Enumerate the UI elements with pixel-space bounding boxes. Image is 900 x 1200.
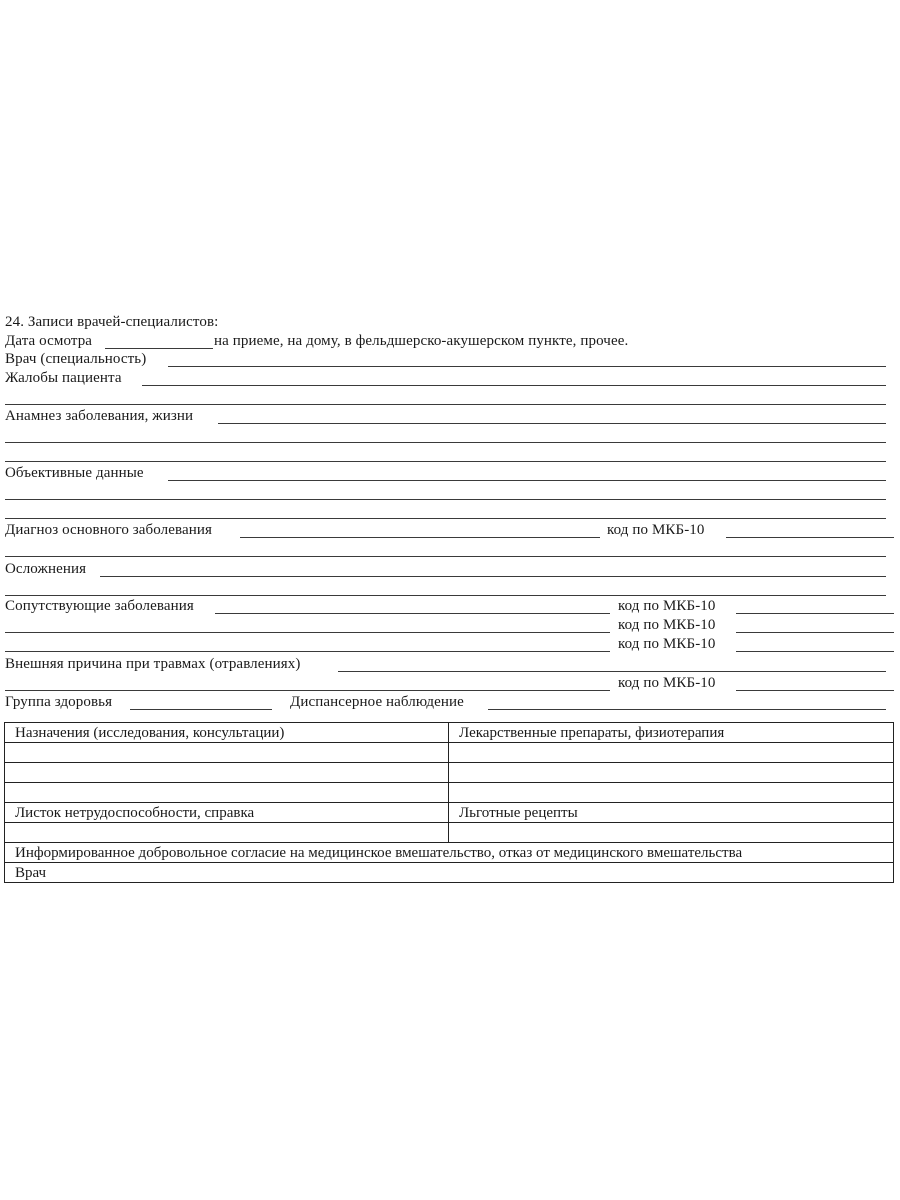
comorbidities-icd-field-3[interactable] <box>736 651 894 652</box>
diagnosis-field[interactable] <box>240 537 600 538</box>
objective-field[interactable] <box>168 480 886 481</box>
medications-entry-2[interactable] <box>448 762 894 783</box>
preferential-rx-header: Льготные рецепты <box>459 805 578 821</box>
anamnesis-label: Анамнез заболевания, жизни <box>5 408 194 424</box>
comorbidities-line-3[interactable] <box>5 651 610 652</box>
comorbidities-icd-label-3: код по МКБ-10 <box>618 636 716 652</box>
health-group-field[interactable] <box>130 709 272 710</box>
diagnosis-icd-label: код по МКБ-10 <box>607 522 705 538</box>
medications-entry-3[interactable] <box>448 782 894 803</box>
preferential-rx-entry[interactable] <box>448 822 894 843</box>
exam-date-field[interactable] <box>105 348 213 349</box>
anamnesis-line-2[interactable] <box>5 442 886 443</box>
diagnosis-line-2[interactable] <box>5 556 886 557</box>
consent-cell <box>4 842 894 863</box>
comorbidities-icd-label-1: код по МКБ-10 <box>618 598 716 614</box>
complications-label: Осложнения <box>5 561 87 577</box>
doctor-specialty-field[interactable] <box>168 366 886 367</box>
objective-label: Объективные данные <box>5 465 144 481</box>
exam-place-text: на приеме, на дому, в фельдшерско-акушерском пункте, прочее. <box>214 333 629 349</box>
external-cause-icd-label: код по МКБ-10 <box>618 675 716 691</box>
prescriptions-table <box>4 722 894 883</box>
exam-date-label: Дата осмотра <box>5 333 93 349</box>
prescriptions-header-cell <box>4 722 449 743</box>
comorbidities-line-2[interactable] <box>5 632 610 633</box>
prescriptions-entry-2[interactable] <box>4 762 449 783</box>
medications-header-cell <box>448 722 894 743</box>
preferential-rx-header-cell <box>448 802 894 823</box>
anamnesis-field[interactable] <box>218 423 886 424</box>
dispensary-field[interactable] <box>488 709 886 710</box>
objective-line-3[interactable] <box>5 518 886 519</box>
comorbidities-field[interactable] <box>215 613 610 614</box>
dispensary-label: Диспансерное наблюдение <box>290 694 464 710</box>
prescriptions-entry-3[interactable] <box>4 782 449 803</box>
anamnesis-line-3[interactable] <box>5 461 886 462</box>
complaints-label: Жалобы пациента <box>5 370 122 386</box>
comorbidities-label: Сопутствующие заболевания <box>5 598 194 614</box>
complications-line-2[interactable] <box>5 595 886 596</box>
comorbidities-icd-label-2: код по МКБ-10 <box>618 617 716 633</box>
diagnosis-icd-field[interactable] <box>726 537 894 538</box>
prescriptions-header: Назначения (исследования, консультации) <box>15 725 285 741</box>
doctor-signature-cell[interactable] <box>4 862 894 883</box>
external-cause-icd-field[interactable] <box>736 690 894 691</box>
comorbidities-icd-field-1[interactable] <box>736 613 894 614</box>
medications-header: Лекарственные препараты, физиотерапия <box>459 725 725 741</box>
doctor-specialty-label: Врач (специальность) <box>5 351 147 367</box>
complaints-line-2[interactable] <box>5 404 886 405</box>
external-cause-field[interactable] <box>338 671 886 672</box>
diagnosis-label: Диагноз основного заболевания <box>5 522 213 538</box>
external-cause-line-2[interactable] <box>5 690 610 691</box>
sick-leave-header-cell <box>4 802 449 823</box>
comorbidities-icd-field-2[interactable] <box>736 632 894 633</box>
external-cause-label: Внешняя причина при травмах (отравлениях) <box>5 656 301 672</box>
section-title: 24. Записи врачей-специалистов: <box>5 314 219 330</box>
doctor-signature-label: Врач <box>15 865 47 881</box>
health-group-label: Группа здоровья <box>5 694 113 710</box>
sick-leave-header: Листок нетрудоспособности, справка <box>15 805 255 821</box>
prescriptions-entry-1[interactable] <box>4 742 449 763</box>
complaints-field[interactable] <box>142 385 886 386</box>
medications-entry-1[interactable] <box>448 742 894 763</box>
objective-line-2[interactable] <box>5 499 886 500</box>
sick-leave-entry[interactable] <box>4 822 449 843</box>
complications-field[interactable] <box>100 576 886 577</box>
consent-text: Информированное добровольное согласие на медицинское вмешательство, отказ от медицинского вмешательства <box>15 845 743 861</box>
